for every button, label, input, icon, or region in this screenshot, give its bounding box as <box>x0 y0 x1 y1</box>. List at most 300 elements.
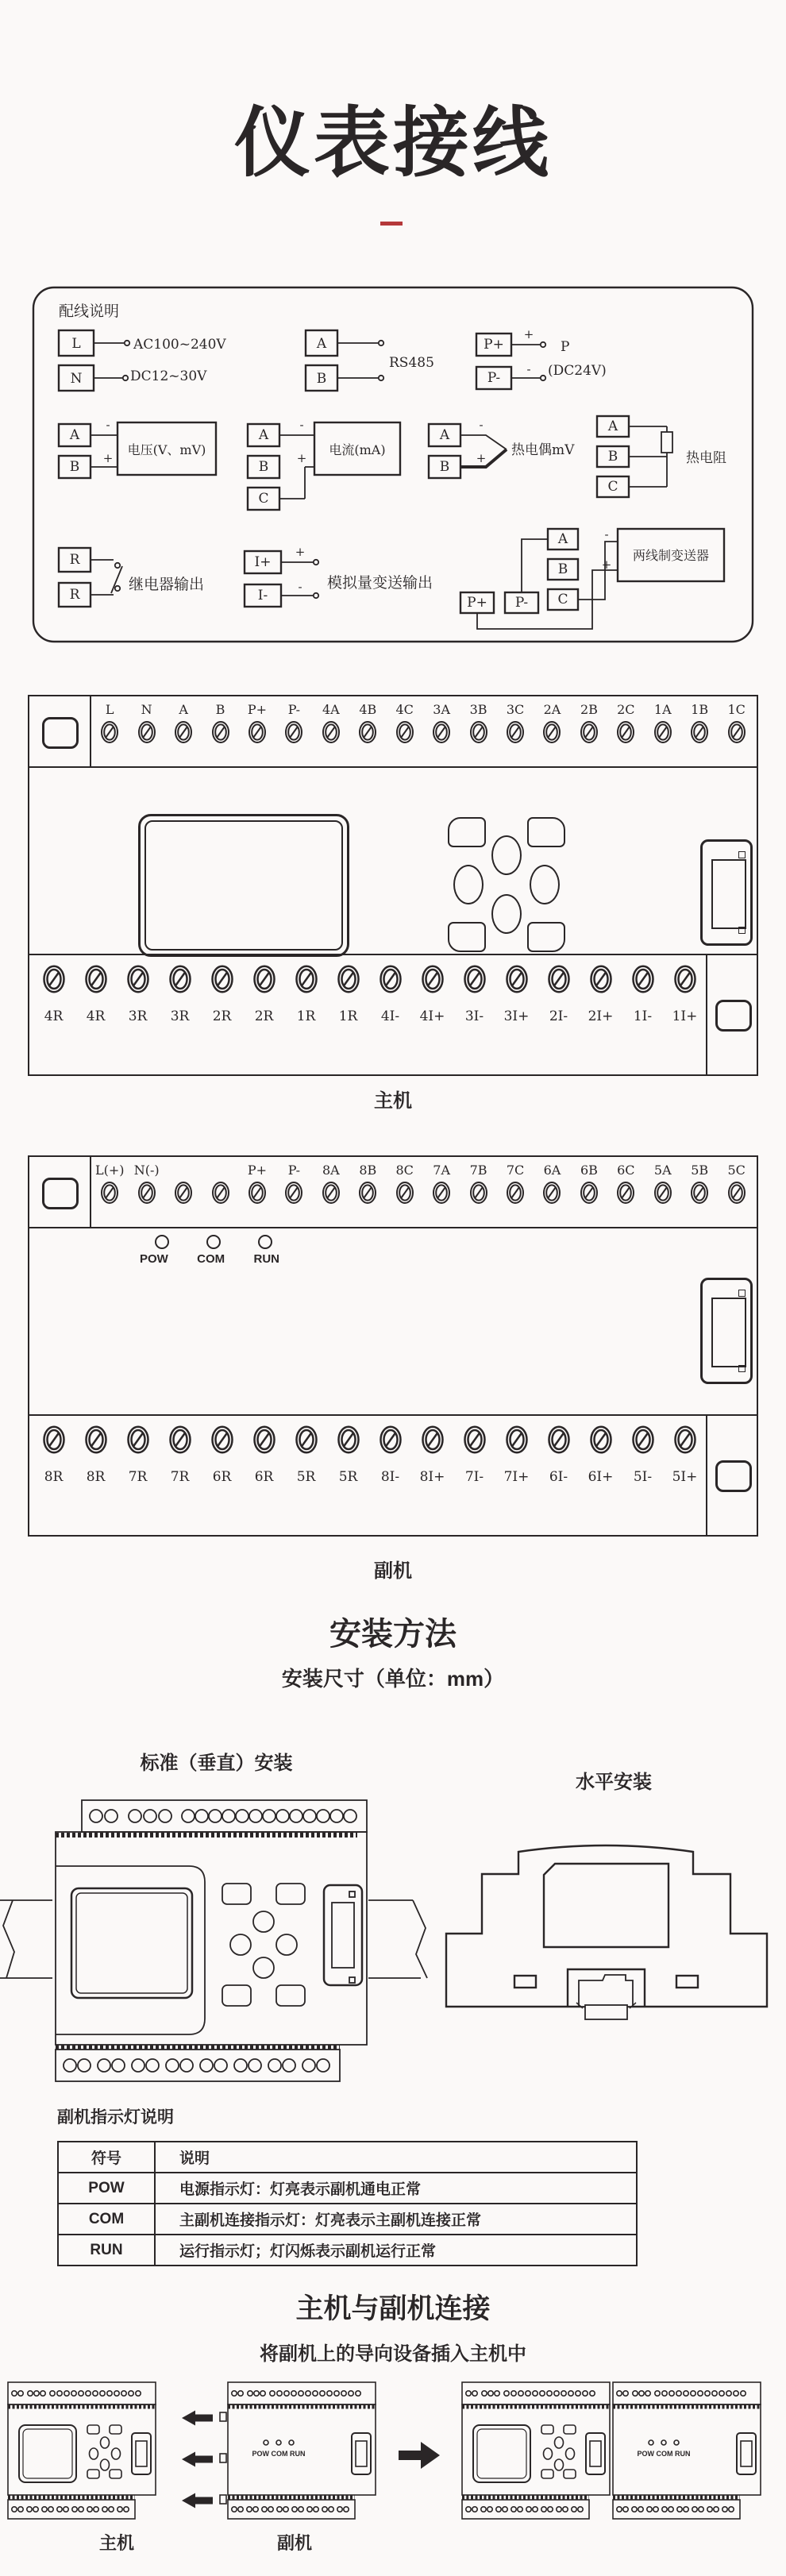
keypad-down-button <box>253 1957 274 1978</box>
screw-terminal-icon <box>690 1181 709 1205</box>
main-unit-top-terminal-strip <box>29 696 757 768</box>
row-symbol: POW <box>58 2173 155 2204</box>
wiring-rtd-group <box>597 416 726 497</box>
lcd-display <box>138 814 349 957</box>
terminal-label: 1I+ <box>672 1008 698 1024</box>
indicator-label-com: COM <box>197 1252 225 1266</box>
terminal-i-plus: I+ <box>254 554 272 570</box>
keypad-left-button <box>230 1934 251 1955</box>
terminal-cell <box>580 1424 622 1535</box>
terminal-cell <box>201 963 243 1074</box>
terminal-p-minus: P- <box>487 370 501 386</box>
screw-terminal-icon <box>505 1424 529 1456</box>
screw-terminal-icon <box>542 1181 561 1205</box>
terminal-label: 1C <box>727 702 746 717</box>
screw-terminal-icon <box>395 720 414 744</box>
terminal-b: B <box>439 459 450 475</box>
terminal-a: A <box>258 427 269 443</box>
rtd-label: 热电阻 <box>686 450 726 466</box>
terminal-cell <box>285 1424 327 1535</box>
keypad-corner-button <box>222 1985 251 2006</box>
screw-terminal-icon <box>210 963 234 995</box>
keypad-corner-button <box>276 1985 305 2006</box>
terminal-cell <box>497 1160 534 1227</box>
display-window <box>544 1864 668 1947</box>
terminal-label: 5A <box>653 1163 672 1178</box>
terminal-c: C <box>258 491 269 507</box>
terminal-label: 5I+ <box>672 1469 698 1485</box>
din-clip-cell <box>29 1157 91 1227</box>
terminal-cell <box>537 963 580 1074</box>
keypad-up-button <box>253 1911 274 1932</box>
terminal-label: 2R <box>212 1008 232 1024</box>
terminal-label: 2I- <box>549 1008 568 1024</box>
terminal-cell <box>534 700 570 766</box>
vertical-install-diagram <box>0 1796 433 2088</box>
power-indicator-led <box>155 1235 169 1249</box>
terminal-cell <box>349 1160 386 1227</box>
screw-terminal-icon <box>547 1424 571 1456</box>
din-clip <box>579 1975 633 2007</box>
connector-notch <box>738 851 746 858</box>
horizontal-install-diagram <box>441 1839 786 2039</box>
wiring-voltage-group <box>59 418 216 478</box>
terminal-label: N <box>141 702 152 717</box>
terminal-label: 4A <box>322 702 340 717</box>
keypad-up-button <box>491 835 522 875</box>
terminal-label: 6R <box>212 1469 232 1485</box>
terminal-cell <box>33 1424 75 1535</box>
wiring-box-title: 配线说明 <box>59 303 120 320</box>
main-unit-standalone <box>8 2382 156 2519</box>
terminal-cell <box>239 1160 275 1227</box>
auxpower-voltage: (DC24V) <box>548 363 607 379</box>
screw-terminal-icon <box>137 1181 156 1205</box>
indicator-label-run: RUN <box>253 1252 279 1266</box>
terminal-label: 8I- <box>380 1469 400 1485</box>
lcd-display-inner <box>144 820 343 951</box>
screw-terminal-icon <box>421 963 445 995</box>
connector-notch <box>738 927 746 934</box>
guide-tabs <box>220 2412 226 2504</box>
terminal-label: A <box>179 702 188 717</box>
connector-notch <box>738 1290 746 1297</box>
wiring-transmitter-group <box>460 527 724 629</box>
main-unit-bottom-terminals <box>33 963 706 1074</box>
terminal-cell <box>243 963 285 1074</box>
resistor-symbol <box>661 432 672 453</box>
terminal-label: 4R <box>86 1008 106 1024</box>
terminal-label: 7I+ <box>503 1469 530 1485</box>
indicator-table <box>57 2141 638 2266</box>
terminal-label: L <box>105 702 114 717</box>
terminal-cell <box>369 1424 411 1535</box>
terminal-label: 6A <box>543 1163 561 1178</box>
screw-terminal-icon <box>210 1424 234 1456</box>
terminal-cell <box>387 1160 423 1227</box>
minus-sign: - <box>299 418 304 432</box>
terminal-r: R <box>69 552 80 568</box>
screw-terminal-icon <box>673 963 697 995</box>
terminal-label: 3I+ <box>503 1008 530 1024</box>
terminal-a: A <box>69 427 80 443</box>
terminal-cell <box>534 1160 570 1227</box>
wiring-analog-group <box>245 545 433 607</box>
arrow-left-icon <box>182 2452 213 2467</box>
terminal-cell <box>285 963 327 1074</box>
terminal-n: N <box>70 371 83 387</box>
screw-terminal-icon <box>727 1181 746 1205</box>
install-dimensions-subheading: 安装尺寸（单位：mm） <box>281 1667 505 1691</box>
auxpower-label: P <box>561 339 570 355</box>
din-clip-icon <box>42 717 79 749</box>
terminal-label: P+ <box>247 702 268 717</box>
minus-sign: - <box>526 362 531 376</box>
sub-unit-bottom-terminal-strip <box>29 1414 757 1535</box>
main-unit-top-terminals <box>91 700 755 766</box>
keypad-corner-button <box>448 817 486 847</box>
vent-slot <box>676 1976 698 1988</box>
screw-terminal-icon <box>248 1181 267 1205</box>
screw-terminal-icon <box>379 963 403 995</box>
sub-unit-standalone <box>228 2382 376 2519</box>
connector-notch <box>738 1365 746 1372</box>
main-unit-bottom-terminal-strip <box>29 954 757 1074</box>
terminal-cell <box>33 963 75 1074</box>
screw-terminal-icon <box>337 963 360 995</box>
terminal-cell <box>460 1160 496 1227</box>
arrow-left-icon <box>182 2493 213 2509</box>
terminal-label: 2I+ <box>588 1008 614 1024</box>
terminal-label: P- <box>287 1163 301 1178</box>
terminal-p-minus: P- <box>514 595 529 611</box>
terminal-cell <box>423 700 460 766</box>
expansion-connector-slot <box>711 1298 746 1367</box>
terminal-label: 1I- <box>633 1008 653 1024</box>
screw-terminal-icon <box>248 720 267 744</box>
terminal-cell <box>349 700 386 766</box>
terminal-b: B <box>258 459 269 475</box>
connection-main-label: 主机 <box>98 2533 134 2554</box>
screw-terminal-icon <box>653 1181 672 1205</box>
din-rail-right <box>368 1900 427 1978</box>
terminal-i-minus: I- <box>257 588 268 604</box>
terminal-cell <box>718 700 754 766</box>
screw-terminal-icon <box>631 963 655 995</box>
terminal-b: B <box>557 561 568 577</box>
plus-sign: + <box>295 545 306 559</box>
main-unit-connected <box>462 2382 610 2519</box>
page-title: 仪表接线 <box>234 101 552 186</box>
terminal-label: 2A <box>543 702 561 717</box>
terminal-label: 5I- <box>633 1469 653 1485</box>
vent-slot <box>514 1976 536 1988</box>
terminal-cell <box>607 700 644 766</box>
screw-terminal-icon <box>295 963 318 995</box>
terminal-cell <box>645 700 681 766</box>
screw-terminal-icon <box>506 720 525 744</box>
terminal-label: 1B <box>691 702 709 717</box>
terminal-cell <box>622 1424 664 1535</box>
keypad-corner-button <box>276 1884 305 1904</box>
screw-terminal-icon <box>252 963 276 995</box>
screw-terminal-icon <box>542 720 561 744</box>
terminal-label: 6B <box>580 1163 598 1178</box>
screw-terminal-icon <box>690 720 709 744</box>
screw-terminal-icon <box>126 1424 150 1456</box>
screw-terminal-icon <box>653 720 672 744</box>
terminal-cell <box>453 963 495 1074</box>
top-terminal-block <box>82 1800 367 1832</box>
terminal-label: 2C <box>617 702 635 717</box>
terminal-label: 7R <box>128 1469 148 1485</box>
terminal-label: 5C <box>727 1163 746 1178</box>
terminal-label: 8I+ <box>419 1469 445 1485</box>
terminal-cell <box>369 963 411 1074</box>
screw-terminal-icon <box>469 720 488 744</box>
screw-terminal-icon <box>252 1424 276 1456</box>
screw-terminal-icon <box>421 1424 445 1456</box>
screw-terminal-icon <box>137 720 156 744</box>
plus-sign: + <box>102 451 114 465</box>
terminal-cell <box>159 963 201 1074</box>
connection-illustration: POW COM RUN <box>0 2374 786 2527</box>
terminal-label: 3R <box>128 1008 148 1024</box>
terminal-label: 4I- <box>380 1008 400 1024</box>
table-header-row <box>58 2142 637 2173</box>
terminal-p-plus: P+ <box>467 595 487 611</box>
terminal-label: 6I- <box>549 1469 568 1485</box>
expansion-connector-slot <box>711 859 746 929</box>
minus-sign: - <box>298 580 302 594</box>
terminal-label: 7A <box>433 1163 451 1178</box>
title-accent-dash <box>380 222 403 226</box>
screw-terminal-icon <box>211 1181 230 1205</box>
screw-terminal-icon <box>174 720 193 744</box>
terminal-cell <box>495 963 537 1074</box>
keypad-corner-button <box>527 817 565 847</box>
screw-terminal-icon <box>505 963 529 995</box>
terminal-cell <box>571 1160 607 1227</box>
minus-sign: - <box>479 418 484 432</box>
terminal-cell <box>607 1160 644 1227</box>
terminal-l: L <box>71 336 81 352</box>
screw-terminal-icon <box>616 720 635 744</box>
screw-terminal-icon <box>469 1181 488 1205</box>
indicator-label-pow: POW <box>140 1252 168 1266</box>
terminal-b: B <box>607 449 618 465</box>
terminal-label: P+ <box>247 1163 268 1178</box>
screw-terminal-icon <box>616 1181 635 1205</box>
terminal-a: A <box>607 418 618 434</box>
keypad-left-button <box>453 865 484 904</box>
screw-terminal-icon <box>673 1424 697 1456</box>
row-symbol: COM <box>58 2204 155 2235</box>
keypad-right-button <box>530 865 560 904</box>
wiring-power-group <box>59 330 226 391</box>
lcd-display <box>71 1888 192 1998</box>
terminal-cell <box>622 963 664 1074</box>
terminal-label: 1R <box>338 1008 358 1024</box>
terminal-label: 5R <box>296 1469 316 1485</box>
header-description: 说明 <box>155 2142 637 2173</box>
row-symbol: RUN <box>58 2235 155 2266</box>
minus-sign: - <box>106 418 110 432</box>
current-label: 电流(mA) <box>329 442 386 457</box>
terminal-label: 7B <box>469 1163 487 1178</box>
terminal-b: B <box>316 371 327 387</box>
terminal-a: A <box>439 427 450 443</box>
voltage-label: 电压(V、mV) <box>127 442 206 457</box>
screw-terminal-icon <box>580 720 599 744</box>
terminal-cell <box>664 1424 706 1535</box>
indicator-labels <box>140 1252 279 1266</box>
header-symbol: 符号 <box>58 2142 155 2173</box>
terminal-label: 8R <box>44 1469 64 1485</box>
screw-terminal-icon <box>284 1181 303 1205</box>
terminal-c: C <box>557 592 568 607</box>
terminal-label: 3B <box>469 702 487 717</box>
terminal-b: B <box>69 459 80 475</box>
terminal-label: 8C <box>395 1163 414 1178</box>
table-row <box>58 2235 637 2266</box>
run-indicator-led <box>258 1235 272 1249</box>
terminal-cell <box>275 1160 312 1227</box>
terminal-label: 8R <box>86 1469 106 1485</box>
plus-sign: + <box>296 451 307 465</box>
terminal-cell <box>327 963 369 1074</box>
screw-terminal-icon <box>589 1424 613 1456</box>
terminal-cell <box>497 700 534 766</box>
expansion-connector <box>324 1885 362 1985</box>
screw-terminal-icon <box>395 1181 414 1205</box>
screw-terminal-icon <box>337 1424 360 1456</box>
terminal-cell <box>718 1160 754 1227</box>
terminal-label: 4B <box>359 702 377 717</box>
terminal-label: N(-) <box>133 1163 160 1178</box>
terminal-cell <box>202 1160 238 1227</box>
screw-terminal-icon <box>432 720 451 744</box>
terminal-cell <box>495 1424 537 1535</box>
terminal-cell <box>453 1424 495 1535</box>
main-unit-diagram <box>28 695 758 1076</box>
terminal-cell <box>165 1160 202 1227</box>
terminal-cell <box>411 1424 453 1535</box>
com-indicator-led <box>206 1235 221 1249</box>
plus-sign: + <box>476 451 487 465</box>
keypad-corner-button <box>222 1884 251 1904</box>
terminal-label: B <box>215 702 225 717</box>
terminal-a: A <box>316 336 327 352</box>
rs485-label: RS485 <box>389 355 434 371</box>
din-clip-cell <box>29 696 91 766</box>
terminal-label: 2B <box>580 702 598 717</box>
din-clip-cell <box>706 955 757 1074</box>
row-description: 主副机连接指示灯：灯亮表示主副机连接正常 <box>155 2204 637 2235</box>
wiring-explanation-diagram <box>32 286 754 643</box>
screw-terminal-icon <box>84 963 108 995</box>
row-description: 电源指示灯：灯亮表示副机通电正常 <box>155 2173 637 2204</box>
terminal-label: 4I+ <box>419 1008 445 1024</box>
terminal-cell <box>117 1424 159 1535</box>
screw-terminal-icon <box>432 1181 451 1205</box>
screw-terminal-icon <box>547 963 571 995</box>
terminal-cell <box>327 1424 369 1535</box>
terminal-label: 3R <box>170 1008 190 1024</box>
screw-terminal-icon <box>211 720 230 744</box>
sub-unit-connected <box>613 2382 761 2519</box>
power-range-dc: DC12~30V <box>130 368 207 384</box>
terminal-cell <box>313 700 349 766</box>
wiring-rs485-group <box>306 330 434 391</box>
arrow-right-icon <box>399 2442 440 2469</box>
terminal-label: 6I+ <box>588 1469 614 1485</box>
thermocouple-label: 热电偶mV <box>511 442 575 458</box>
terminal-cell <box>75 963 117 1074</box>
horizontal-install-label: 水平安装 <box>576 1772 652 1793</box>
terminal-label: 4R <box>44 1008 64 1024</box>
terminal-cell <box>537 1424 580 1535</box>
terminal-cell <box>423 1160 460 1227</box>
transmitter-label: 两线制变送器 <box>632 548 710 563</box>
keypad-down-button <box>491 894 522 934</box>
screw-terminal-icon <box>589 963 613 995</box>
install-heading: 安装方法 <box>329 1617 457 1652</box>
terminal-label: 3A <box>433 702 451 717</box>
terminal-label: P- <box>287 702 301 717</box>
keypad-right-button <box>276 1934 297 1955</box>
terminal-label: 6R <box>254 1469 274 1485</box>
row-description: 运行指示灯；灯闪烁表示副机运行正常 <box>155 2235 637 2266</box>
terminal-label: 3I- <box>464 1008 484 1024</box>
screw-terminal-icon <box>84 1424 108 1456</box>
terminal-cell <box>571 700 607 766</box>
terminal-cell <box>243 1424 285 1535</box>
din-clip-icon <box>715 1460 752 1492</box>
terminal-label: L(+) <box>94 1163 125 1178</box>
sub-unit-diagram <box>28 1155 758 1537</box>
terminal-label: 8B <box>359 1163 377 1178</box>
connection-heading: 主机与副机连接 <box>295 2293 491 2324</box>
screw-terminal-icon <box>295 1424 318 1456</box>
terminal-cell <box>645 1160 681 1227</box>
device-body <box>56 1832 367 2045</box>
screw-terminal-icon <box>358 720 377 744</box>
wiring-current-group <box>248 418 400 510</box>
screw-terminal-icon <box>727 720 746 744</box>
terminal-p-plus: P+ <box>484 337 504 353</box>
terminal-cell <box>239 700 275 766</box>
din-rail-left <box>0 1900 52 1978</box>
sub-unit-caption: 副机 <box>374 1559 412 1582</box>
terminal-a: A <box>557 531 568 547</box>
terminal-cell <box>128 700 164 766</box>
display-bezel <box>56 1866 205 2034</box>
keypad-corner-button <box>527 922 565 952</box>
table-row <box>58 2173 637 2204</box>
terminal-label: 7I- <box>464 1469 484 1485</box>
keypad-corner-button <box>448 922 486 952</box>
wiring-relay-group <box>59 548 204 607</box>
terminal-cell <box>75 1424 117 1535</box>
wiring-auxpower-group <box>476 327 607 389</box>
wiring-thermocouple-group <box>429 418 575 478</box>
screw-terminal-icon <box>506 1181 525 1205</box>
terminal-cell <box>387 700 423 766</box>
terminal-cell <box>580 963 622 1074</box>
terminal-cell <box>117 963 159 1074</box>
terminal-label: 3C <box>506 702 525 717</box>
